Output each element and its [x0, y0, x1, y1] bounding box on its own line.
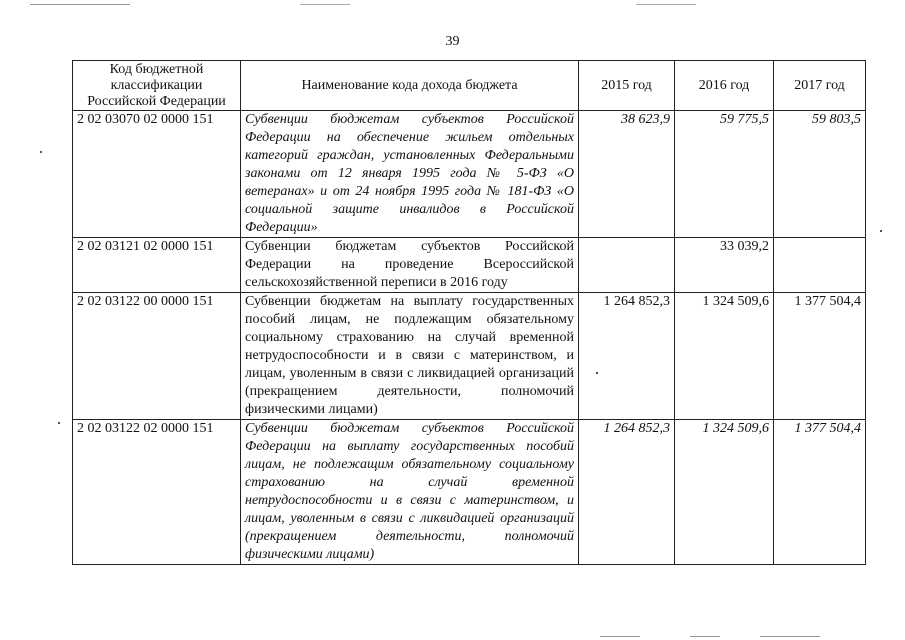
scan-mark: [40, 151, 42, 153]
scan-mark: [880, 230, 882, 232]
header-name: Наименование кода дохода бюджета: [241, 61, 579, 111]
scan-mark: [690, 636, 720, 637]
row-value-2016: 59 775,5: [675, 111, 774, 238]
table-row: [73, 111, 866, 238]
header-2017: 2017 год: [774, 61, 866, 111]
scan-mark: [300, 4, 350, 5]
row-value-2015: 38 623,9: [579, 111, 675, 238]
header-2015: 2015 год: [579, 61, 675, 111]
row-code: 2 02 03122 02 0000 151: [73, 420, 241, 565]
row-value-2017: 1 377 504,4: [774, 293, 866, 420]
table-row: [73, 238, 866, 293]
row-value-2015: [579, 238, 675, 293]
row-value-2015: 1 264 852,3: [579, 420, 675, 565]
page-number: 39: [445, 34, 460, 49]
table-row: [73, 293, 866, 420]
row-value-2016: 33 039,2: [675, 238, 774, 293]
row-name: Субвенции бюджетам субъектов Российской Федерации на обеспечение жильем отдельных категорий граждан, установленных Федеральными законами от 12 января 1995 года № 5-ФЗ «О ветеранах» и от 24 ноября 1995 года № 181-ФЗ «О социальной защите инвалидов в Российской Федерации»: [241, 111, 579, 238]
row-name: Субвенции бюджетам субъектов Российской Федерации на проведение Всероссийской сельскохозяйственной переписи в 2016 году: [241, 238, 579, 293]
table-header-row: [73, 61, 866, 111]
row-value-2017: [774, 238, 866, 293]
scan-mark: [636, 4, 696, 5]
header-code: Код бюджетной классификации Российской Федерации: [73, 61, 241, 111]
header-2016: 2016 год: [675, 61, 774, 111]
row-code: 2 02 03122 00 0000 151: [73, 293, 241, 420]
row-value-2016: 1 324 509,6: [675, 293, 774, 420]
table-row: [73, 420, 866, 565]
scan-mark: [58, 422, 60, 424]
row-code: 2 02 03121 02 0000 151: [73, 238, 241, 293]
scan-mark: [760, 636, 820, 637]
row-value-2016: 1 324 509,6: [675, 420, 774, 565]
budget-revenue-table: [72, 60, 866, 565]
row-value-2015: 1 264 852,3: [579, 293, 675, 420]
scan-mark: [596, 372, 598, 374]
row-name: Субвенции бюджетам субъектов Российской Федерации на выплату государственных пособий лицам, не подлежащим обязательному социальному страхованию на случай временной нетрудоспособности и в связи с материнством, и лицам, уволенным в связи с ликвидацией организаций (прекращением деятельности, полномочий физическими лицами): [241, 420, 579, 565]
scan-mark: [600, 636, 640, 637]
scan-mark: [30, 4, 130, 5]
row-value-2017: 1 377 504,4: [774, 420, 866, 565]
row-name: Субвенции бюджетам на выплату государственных пособий лицам, не подлежащим обязательному социальному страхованию на случай временной нетрудоспособности и в связи с материнством, и лицам, уволенным в связи с ликвидацией организаций (прекращением деятельности, полномочий физическими лицами): [241, 293, 579, 420]
row-value-2017: 59 803,5: [774, 111, 866, 238]
row-code: 2 02 03070 02 0000 151: [73, 111, 241, 238]
